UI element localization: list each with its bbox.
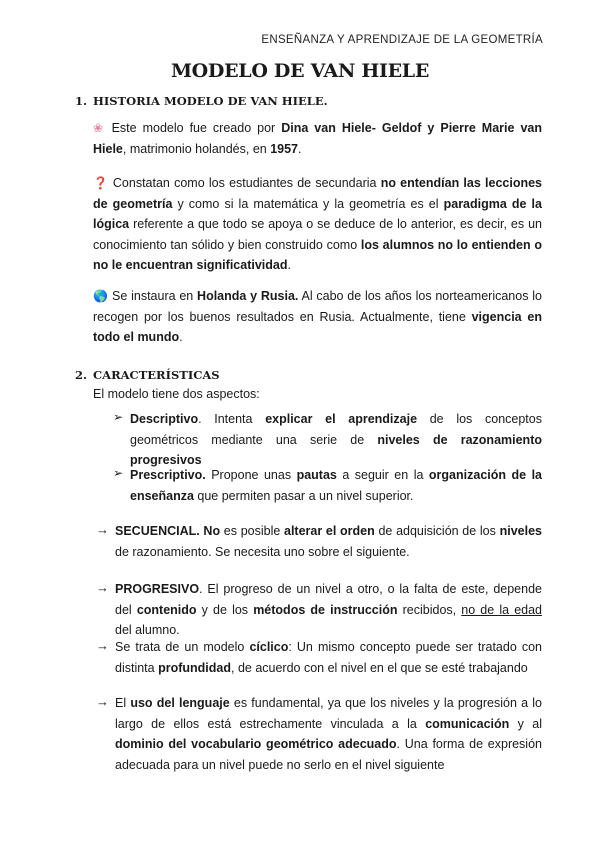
arrow-right-icon: → [96, 580, 109, 595]
section-heading-historia [75, 94, 328, 108]
section-heading-caracteristicas [75, 368, 220, 382]
point-ciclico: Se trata de un modelo cíclico: Un mismo concepto puede ser tratado con distinta profundidad, de acuerdo con el nivel en el que se esté trabajando [115, 640, 542, 675]
section-title: HISTORIA MODELO DE VAN HIELE. [93, 94, 328, 108]
section-intro: El modelo tiene dos aspectos: [93, 387, 260, 401]
brain-icon: ❀ [93, 121, 106, 135]
paragraph-problem: ❓ Constatan como los estudiantes de secundaria no entendían las lecciones de geometría y como si la matemática y la geometría es el paradigma de la lógica referente a que todo se apoya o se deduce de lo anterior, es decir, es un conocimiento tan sólido y bien construido como los alumnos no lo entienden o no le encuentran significatividad. [93, 176, 542, 272]
arrowhead-bullet-icon: ➢ [113, 466, 124, 480]
arrow-right-icon: → [96, 638, 109, 653]
globe-icon: 🌎 [93, 289, 109, 303]
page-header: ENSEÑANZA Y APRENDIZAJE DE LA GEOMETRÍA [261, 34, 543, 46]
section-number: 1. [75, 94, 88, 108]
paragraph-creators: ❀ Este modelo fue creado por Dina van Hiele- Geldof y Pierre Marie van Hiele, matrimonio holandés, en 1957. [93, 121, 542, 156]
bullet-prescriptivo: Prescriptivo. Propone unas pautas a seguir en la organización de la enseñanza que permiten pasar a un nivel superior. [130, 468, 542, 503]
section-title: CARACTERÍSTICAS [93, 368, 220, 382]
arrow-right-icon: → [96, 522, 109, 537]
bullet-descriptivo: Descriptivo. Intenta explicar el aprendizaje de los conceptos geométricos mediante una serie de niveles de razonamiento progresivos [130, 412, 542, 467]
page-title: MODELO DE VAN HIELE [170, 60, 430, 82]
point-secuencial: SECUENCIAL. No es posible alterar el orden de adquisición de los niveles de razonamiento. Se necesita uno sobre el siguiente. [115, 524, 542, 559]
question-icon: ❓ [93, 176, 109, 190]
arrowhead-bullet-icon: ➢ [113, 410, 124, 424]
point-lenguaje: El uso del lenguaje es fundamental, ya que los niveles y la progresión a lo largo de ellos está estrechamente vinculada a la comunicación y al dominio del vocabulario geométrico adecuado. Una forma de expresión adecuada para un nivel puede no serlo en el nivel siguiente [115, 696, 542, 772]
point-progresivo: PROGRESIVO. El progreso de un nivel a otro, o la falta de este, depende del contenido y de los métodos de instrucción recibidos, no de la edad del alumno. [115, 582, 542, 637]
section-number: 2. [75, 368, 88, 382]
arrow-right-icon: → [96, 694, 109, 709]
paragraph-adoption: 🌎 Se instaura en Holanda y Rusia. Al cabo de los años los norteamericanos lo recogen por los buenos resultados en Rusia. Actualmente, tiene vigencia en todo el mundo. [93, 289, 542, 344]
